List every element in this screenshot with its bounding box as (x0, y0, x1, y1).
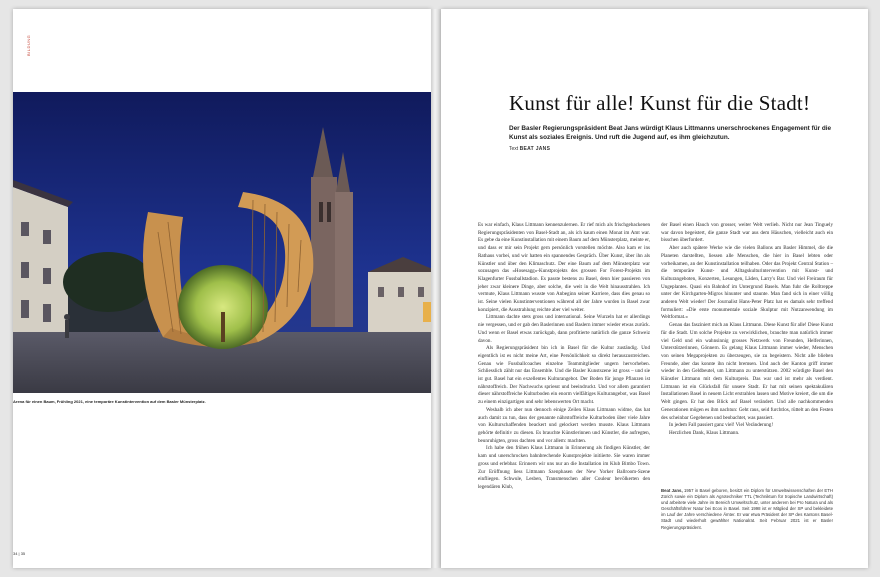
body-paragraph: In jedem Fall passiert ganz viel! Viel Veränderung! (669, 422, 774, 429)
body-paragraph: Weshalb ich aber nun dennoch einige Zeilen Klaus Littmann widme, das hat auch damit zu tun, dass der genannte nährstoffreiche Kulturboden über viele Jahre von Kulturschaffenden beackert und gelockert werden musste. Klaus Littmann gehörte definitiv zu diesen. Es brauchte Künstlerinnen und Künstler, die aufregten, beunruhigten, gross dachten und vor allem: machten. (478, 406, 650, 444)
bio-text: 1957 in Basel geboren, besitzt ein Diplom für Umweltwissenschaften der ETH Zürich sowie ein Diplom als Agrotechniker TTL (Techniktum für tropische Landwirtschaft) und arbeitete viele Jahre im Bereich Umweltschutz, unter anderem bei Pro Natura und als Geschäftsführer Natur bei Ecos in Basel. Seit 1998 ist er Mitglied der SP und bekleidete im Lauf der Jahre verschiedene Ämter. Er war etwa Präsident der SP des Kantons Basel-Stadt und wiederholt gewählter Nationalrat. Seit Februar 2021 ist er Basler Regierungspräsident. (661, 488, 833, 530)
body-paragraph: Genau das fasziniert mich an Klaus Littmann. Diese Kunst für alle! Diese Kunst für die Stadt. Um solche Projekte zu verwirklichen, brauchte man natürlich immer viel Geld und ein wahnsinnig grosses Netzwerk von Freunden, Helferinnen, Unterstützerinnen, Gönnern. Es gelang Klaus Littmann immer wieder, Menschen von seinen Megaprojekten zu überzeugen, sie zu begeistern. Nicht alle blieben Freunde, aber das konnte ihn nicht bremsen. Und auch der Kanton griff immer wieder in den Geldbeutel, um Littmann zu unterstützen. 2002 würdigte Basel den Künstler Littmann mit dem Kulturpreis. Das war und ist mehr als verdient. Littmann ist ein Glücksfall für unsere Stadt. Er hat mit seinen spektakulären Installationen Basel in neuem Licht erstrahlen lassen und Motive kreiert, die um die Welt gingen. Er hat den Blick auf Basel verändert. Und alle nachkommenden Generationen mögen es ihm nachtun: Geht raus, seid furchtlos, rüttelt an den Festen des scheinbar Gegebenen und beobachtet, was passiert. (661, 322, 833, 421)
gutter (431, 9, 441, 568)
body-paragraph: Herzlichen Dank, Klaus Littmann. (669, 429, 740, 436)
photo-caption: Arena für einen Baum, Frühling 2021, eine temporäre Kunstintervention auf dem Basler Münsterplatz. (13, 399, 206, 404)
article-lead: Der Basler Regierungspräsident Beat Jans würdigt Klaus Littmanns unerschrockenes Engagement für die Kunst als soziales Ereignis. Und ruft die Jugend auf, es ihm gleichzutun. (509, 125, 832, 141)
article-headline: Kunst für alle! Kunst für die Stadt! (509, 91, 811, 115)
body-column-2 (661, 222, 833, 438)
body-paragraph: Aber auch spätere Werke wie die vielen Ballons am Basler Himmel, die die Planeten darstellten, liessen alle Menschen, die hier in Basel lebten oder vorbeikamen, an der Kunstinstallation teilhaben. Oder das Projekt Central Station – die temporäre Kunst- und Alltagskulturintervention mit Kunst- und Kulturangeboten, Konzerten, Lesungen, Läden, Larry's Bar. Und viel Freiraum für Ungeplantes. Quasi ein Bahnhof im Untergrund Basels. Man fuhr die Rolltreppe unter der Kirchgarten-Migros hinunter und staunte. Man fand sich in einer völlig anderen Welt wieder! Der Journalist Hans-Peter Platz hat es damals sehr treffend formuliert: «Die erste monumentale soziale Skulptur mit Nutzanwendung im Weltformat.» (661, 245, 833, 321)
page-folio: 34 | 35 (13, 551, 26, 556)
bio-name: Beat Jans, (661, 488, 683, 493)
section-tag: BILDUNG (26, 34, 31, 56)
byline-label: Text (509, 146, 519, 152)
body-column-1 (478, 222, 650, 492)
body-paragraph: Littmann dachte stets gross und international. Seine Wurzeln hat er allerdings nie vergessen, und er gab den Baslerinnen und Baslern immer wieder etwas zurück. Und wenn er Basel etwas zurückgab, dann profitierte natürlich die ganze Schweiz davon. (478, 314, 650, 344)
author-bio (661, 488, 833, 531)
body-paragraph: der Basel einen Hauch von grosser, weiter Welt verlieh. Nicht nur Jean Tinguely war davon begeistert, die ganze Stadt war aus dem Häuschen, vielleicht auch ein bisschen überfordert. (661, 222, 833, 244)
body-paragraph: Ich habe den frühen Klaus Littmann in Erinnerung als findigen Künstler, der kam und unerschrocken bahnbrechende Kunstprojekte initiierte. Sie waren immer gross und erlebbar. Erinnern wir uns nur an die Installation im Klub Bimbo Town. Zur Eröffnung liess Littmann Szenphasen der New Yorker Ballroom-Szene einfliegen. Schwule, Lesben, Transmenschen aller Couleur bevölkerten den legendären Klub, (478, 445, 650, 490)
byline (509, 146, 550, 152)
body-paragraph: Als Regierungspräsident bin ich in Basel für die Kultur zuständig. Und eigentlich ist es nicht meine Art, eine Persönlichkeit so direkt herauszustreichen. Genau wie Fussballcoaches einzelne Teammitglieder ungern hervorheben. Schliesslich zählt nur das Ensemble. Und die Basler Kunstszene ist gross – und sie ist gut. Basel hat ein exzellentes Kulturangebot. Der Boden für junge Pflanzen ist nährstoffreich. Der Nachwuchs spriesst und beeindruckt. Und vor allem garantiert dieser nährstoffreiche Kulturboden ein enorm vielfältiges Kulturangebot, was Basel zu einem einzigartigen und sehr lebenswerten Ort macht. (478, 345, 650, 406)
article-photo (13, 92, 440, 393)
left-page (13, 9, 431, 568)
byline-author: BEAT JANS (519, 146, 551, 152)
body-paragraph: Es war einfach, Klaus Littmann kennenzulernen. Er rief mich als frischgebackenen Regierungspräsidenten von Basel-Stadt an, als ich kaum einen Monat im Amt war. Es gebe da eine Kunstinstallation mit einem Baum auf dem Münsterplatz, meinte er, und dass er mir sein Projekt gern persönlich vorstellen möchte. Also kam er ins Rathaus vorbei, und wir hatten ein spannendes Gespräch. Über Kunst, über ihn als Künstler und über den Klimaschutz. Der eine Baum auf dem Münsterplatz war sozusagen das «Hosesagg»-Kunstprojekts des grossen For Forest-Projekts im Klagenfurter Fussballstadion. Es passte bestens zu Basel, denn hier passieren von jeher zwar kleinere Dinge, aber solche, die weit in die Welt hinausstrahlen. Ich vermute, Klaus Littmann wusste von Anbeginn seiner Karriere, dass dies genau so ist. Seine vielen Kunstinterventionen während all der Jahre wurden in Basel zwar konzipiert, die Ausstrahlung reichte aber viel weiter. (478, 222, 650, 313)
right-page (441, 9, 868, 568)
